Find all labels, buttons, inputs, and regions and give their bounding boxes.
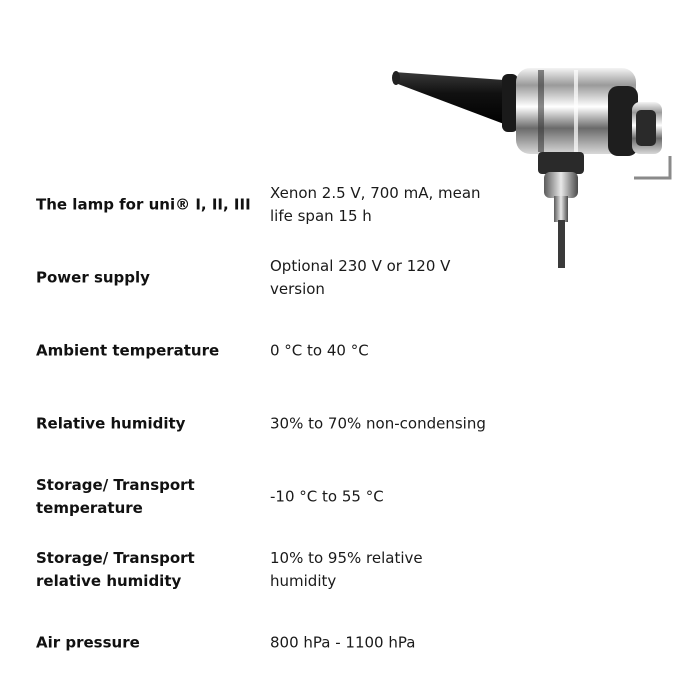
spec-value: 30% to 70% non-condensing xyxy=(270,414,486,432)
spec-row xyxy=(0,241,700,314)
spec-value: -10 °C to 55 °C xyxy=(270,487,384,505)
spec-label: Storage/ Transport relative humidity xyxy=(36,548,195,590)
spec-label: Power supply xyxy=(36,268,150,286)
spec-label: Air pressure xyxy=(36,633,140,651)
spec-label: Relative humidity xyxy=(36,414,186,432)
spec-value: Xenon 2.5 V, 700 mA, mean life span 15 h xyxy=(270,183,481,225)
spec-row xyxy=(0,387,700,460)
spec-label: Storage/ Transport temperature xyxy=(36,475,195,517)
spec-row xyxy=(0,168,700,241)
spec-label: The lamp for uni® I, II, III xyxy=(36,195,251,213)
spec-row xyxy=(0,533,700,606)
spec-label: Ambient temperature xyxy=(36,341,220,359)
spec-row xyxy=(0,606,700,679)
spec-row xyxy=(0,460,700,533)
spec-value: 0 °C to 40 °C xyxy=(270,341,369,359)
spec-value: 800 hPa - 1100 hPa xyxy=(270,633,416,651)
spec-value: 10% to 95% relative humidity xyxy=(270,548,423,590)
spec-row xyxy=(0,314,700,387)
spec-value: Optional 230 V or 120 V version xyxy=(270,256,451,298)
